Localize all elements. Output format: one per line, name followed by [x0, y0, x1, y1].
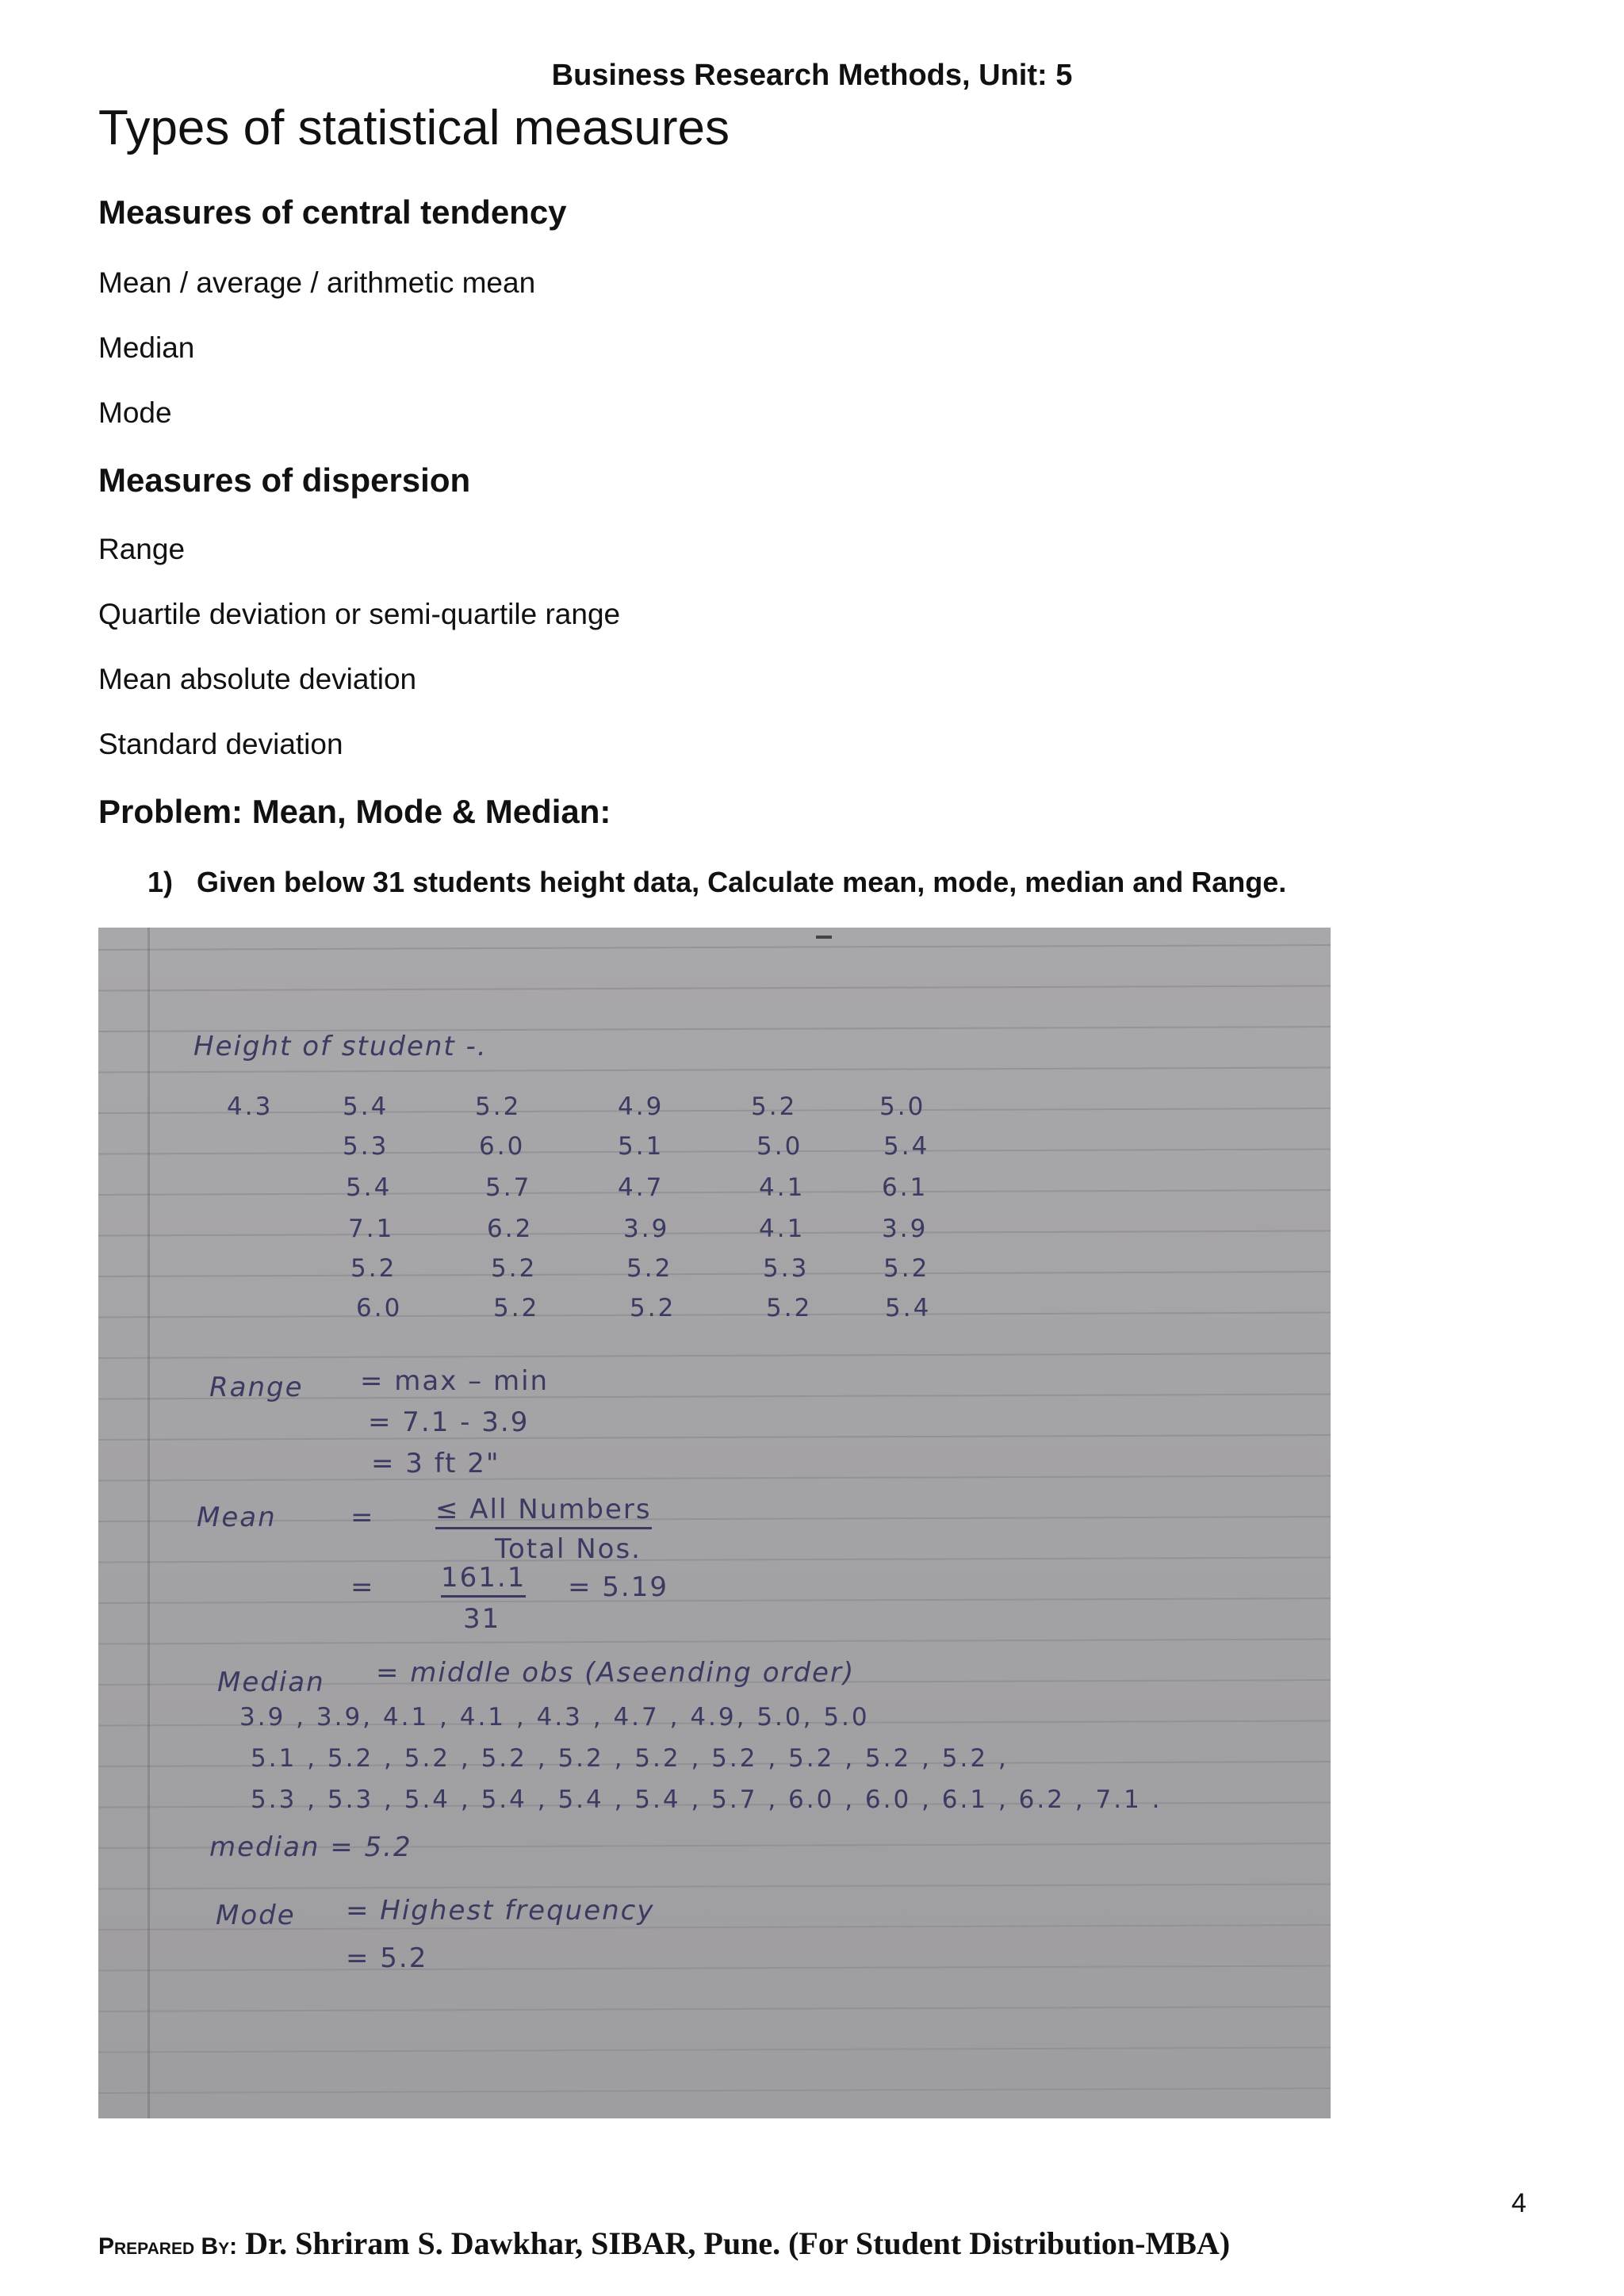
ruled-line: [98, 1272, 1331, 1276]
central-tendency-item: Mode: [98, 396, 172, 429]
ruled-line: [98, 1640, 1331, 1644]
hw-median-label: Median: [217, 1667, 325, 1698]
hw-cell: 5.3: [763, 1254, 810, 1283]
ruled-line: [98, 1435, 1331, 1440]
ruled-line: [98, 1476, 1331, 1481]
ruled-line: [98, 1150, 1331, 1154]
problem-number: 1): [147, 866, 174, 898]
ruled-line: [98, 1598, 1331, 1603]
central-tendency-item: Median: [98, 331, 195, 364]
page-number: 4: [1511, 2188, 1526, 2218]
hw-cell: 5.3: [343, 1132, 389, 1161]
hw-median-sequence: 5.3 , 5.3 , 5.4 , 5.4 , 5.4 , 5.4 , 5.7 , 6.0 , 6.0 , 6.1 , 6.2 , 7.1 .: [251, 1785, 1162, 1814]
ruled-line: [98, 1966, 1331, 1971]
ruled-line: [98, 1231, 1331, 1236]
dispersion-item: Standard deviation: [98, 728, 343, 760]
hw-cell: 6.1: [882, 1173, 929, 1202]
hw-cell: 5.2: [883, 1254, 930, 1283]
hw-range-line: = max – min: [360, 1365, 550, 1397]
hw-cell: 5.2: [630, 1294, 676, 1322]
ruled-line: [98, 2088, 1331, 2093]
ruled-line: [98, 1108, 1331, 1113]
hw-median-def: = middle obs (Aseending order): [376, 1657, 856, 1689]
hw-median-sequence: 5.1 , 5.2 , 5.2 , 5.2 , 5.2 , 5.2 , 5.2 , 5.2 , 5.2 , 5.2 ,: [251, 1744, 1009, 1773]
hw-range-label: Range: [209, 1372, 304, 1403]
running-header: Business Research Methods, Unit: 5: [551, 59, 1073, 92]
hw-cell: 5.7: [485, 1173, 532, 1202]
hw-cell: 3.9: [882, 1215, 929, 1243]
problem-question-text: Given below 31 students height data, Calculate mean, mode, median and Range.: [197, 866, 1287, 898]
problem-heading: Problem: Mean, Mode & Median:: [98, 793, 611, 830]
footer: [98, 2225, 1230, 2262]
ruled-line: [98, 1353, 1331, 1358]
hw-median-sequence: 3.9 , 3.9, 4.1 , 4.1 , 4.3 , 4.7 , 4.9, 5.0, 5.0: [239, 1703, 870, 1732]
hw-cell: 5.1: [618, 1132, 665, 1161]
hw-range-line: = 3 ft 2": [371, 1448, 500, 1479]
ruled-line: [98, 2007, 1331, 2011]
hw-cell: 4.9: [618, 1093, 665, 1121]
notebook-margin-line: [147, 928, 150, 2118]
hw-cell: 5.4: [343, 1093, 389, 1121]
footer-label: Prepared By:: [98, 2233, 238, 2260]
hw-cell: 5.2: [350, 1254, 397, 1283]
hw-mean-denominator: Total Nos.: [495, 1533, 642, 1565]
hw-cell: 5.2: [475, 1093, 522, 1121]
ruled-line: [98, 2048, 1331, 2053]
hw-mean-label: Mean: [197, 1502, 277, 1533]
dispersion-item: Range: [98, 533, 186, 565]
hw-cell: 4.1: [759, 1173, 806, 1202]
hw-cell: 5.0: [879, 1093, 926, 1121]
hw-cell: 4.1: [759, 1215, 806, 1243]
ruled-line: [98, 945, 1331, 950]
hw-cell: 3.9: [623, 1215, 670, 1243]
dispersion-item: Quartile deviation or semi-quartile range: [98, 598, 621, 630]
hw-cell: 6.2: [487, 1215, 534, 1243]
hw-mode-label: Mode: [216, 1900, 296, 1931]
ruled-line: [98, 1558, 1331, 1563]
hw-cell: 5.4: [346, 1173, 393, 1202]
handwritten-notes-photo: [98, 928, 1331, 2118]
hw-cell: 5.2: [493, 1294, 540, 1322]
hw-cell: 7.1: [348, 1215, 395, 1243]
hw-cell: 5.2: [626, 1254, 673, 1283]
hw-mean-calc-num: 161.1: [441, 1562, 526, 1598]
hw-cell: 5.0: [756, 1132, 803, 1161]
hw-cell: 4.3: [227, 1093, 274, 1121]
hw-cell: 5.2: [491, 1254, 538, 1283]
footer-text: Dr. Shriram S. Dawkhar, SIBAR, Pune. (For Student Distribution-MBA): [245, 2225, 1231, 2261]
hw-cell: 6.0: [356, 1294, 403, 1322]
hw-mean-numerator: ≤ All Numbers: [435, 1494, 652, 1529]
hw-mean-calc-eq: =: [350, 1571, 375, 1603]
hw-cell: 5.4: [885, 1294, 932, 1322]
page-title: Types of statistical measures: [98, 101, 730, 155]
hw-mode-def: = Highest frequency: [346, 1895, 655, 1927]
hw-cell: 5.2: [766, 1294, 813, 1322]
ruled-line: [98, 1517, 1331, 1521]
ruled-line: [98, 1190, 1331, 1195]
central-tendency-heading: Measures of central tendency: [98, 193, 567, 231]
dispersion-heading: Measures of dispersion: [98, 461, 471, 499]
hw-cell: 4.7: [618, 1173, 665, 1202]
hw-mean-calc-den: 31: [463, 1603, 501, 1635]
ruled-line: [98, 1313, 1331, 1318]
hw-heading: Height of student -.: [193, 1031, 488, 1062]
notebook-ruled-lines: [98, 928, 1331, 2118]
hw-cell: 5.4: [883, 1132, 930, 1161]
hw-range-line: = 7.1 - 3.9: [368, 1406, 530, 1438]
central-tendency-item: Mean / average / arithmetic mean: [98, 266, 536, 299]
hw-mean-result: = 5.19: [568, 1571, 668, 1603]
hw-cell: 6.0: [479, 1132, 526, 1161]
ruled-line: [98, 986, 1331, 991]
hw-median-result: median = 5.2: [209, 1831, 412, 1863]
ruled-line: [98, 1885, 1331, 1889]
hw-mean-eq: =: [350, 1502, 375, 1533]
ruled-line: [98, 1068, 1331, 1073]
problem-question: [147, 866, 1286, 899]
hw-mode-result: = 5.2: [346, 1942, 428, 1974]
dispersion-item: Mean absolute deviation: [98, 663, 417, 695]
hw-cell: 5.2: [751, 1093, 798, 1121]
